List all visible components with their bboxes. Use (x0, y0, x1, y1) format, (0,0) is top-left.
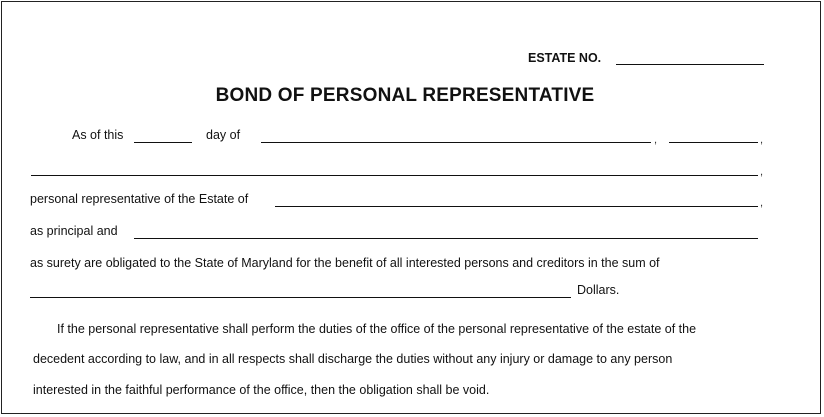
year-field[interactable] (669, 142, 758, 143)
principal-field[interactable] (134, 238, 758, 239)
comma-mark: , (760, 197, 764, 209)
month-field[interactable] (261, 142, 651, 143)
estate-no-field[interactable] (616, 64, 764, 65)
condition-line-3: interested in the faithful performance of the office, then the obligation shall be void. (33, 383, 490, 397)
surety-sentence: as surety are obligated to the State of Maryland for the benefit of all interested persons and creditors in the sum of (30, 256, 660, 270)
estate-of-label: personal representative of the Estate of (30, 192, 249, 206)
as-of-this-label: As of this (72, 128, 124, 142)
page-title: BOND OF PERSONAL REPRESENTATIVE (215, 85, 595, 106)
dollars-label: Dollars. (577, 283, 620, 297)
condition-line-2: decedent according to law, and in all respects shall discharge the duties without any injury or damage to any person (33, 352, 673, 366)
as-principal-label: as principal and (30, 224, 118, 238)
day-field[interactable] (134, 142, 192, 143)
estate-no-label: ESTATE NO. (528, 51, 602, 65)
comma-mark: , (760, 134, 764, 146)
day-of-label: day of (206, 128, 241, 142)
sum-amount-field[interactable] (30, 297, 571, 298)
comma-mark: , (760, 166, 764, 178)
personal-representative-field[interactable] (31, 175, 758, 176)
estate-name-field[interactable] (275, 206, 758, 207)
condition-line-1: If the personal representative shall perform the duties of the office of the personal representative of the estate of the (57, 322, 697, 336)
comma-mark: , (654, 134, 658, 146)
